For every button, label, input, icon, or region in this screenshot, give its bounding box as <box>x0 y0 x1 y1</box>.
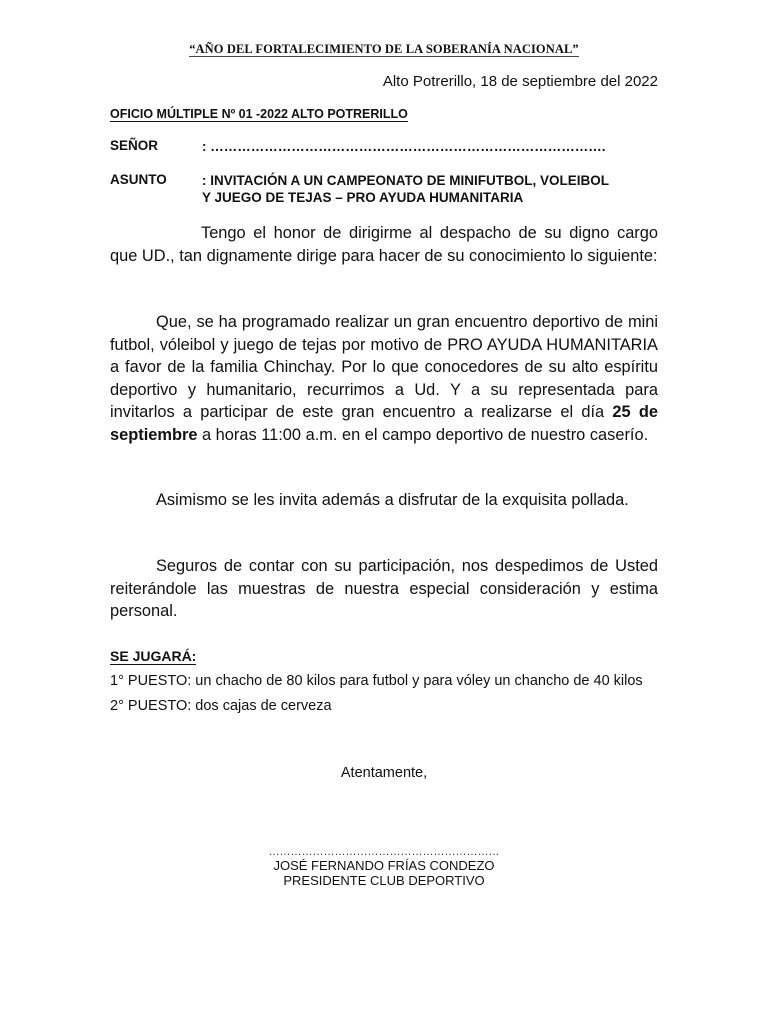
subject-value <box>202 172 677 206</box>
event-details-text-2: a horas 11:00 a.m. en el campo deportivo de nuestro caserío. <box>197 425 649 444</box>
year-motto-text: “AÑO DEL FORTALECIMIENTO DE LA SOBERANÍA NACIONAL” <box>189 42 579 56</box>
signature-block <box>234 846 534 888</box>
document-reference-text: OFICIO MÚLTIPLE Nº 01 -2022 ALTO POTRERILLO <box>110 107 408 121</box>
prizes-heading <box>110 648 196 664</box>
recipient-value: : ……………………………………………………………………………. <box>202 139 606 154</box>
signatory-title: PRESIDENTE CLUB DEPORTIVO <box>283 873 485 888</box>
signatory-name: JOSÉ FERNANDO FRÍAS CONDEZO <box>273 858 495 873</box>
prizes-heading-text: SE JUGARÁ: <box>110 648 197 664</box>
paragraph-pollada-invite: Asimismo se les invita además a disfrutar de la exquisita pollada. <box>156 491 629 509</box>
subject-label: ASUNTO <box>110 172 167 187</box>
document-reference <box>110 107 408 121</box>
recipient-label: SEÑOR <box>110 138 159 153</box>
paragraph-introduction: Tengo el honor de dirigirme al despacho de su digno cargo que UD., tan dignamente dirige para hacer de su conocimiento lo siguiente: <box>110 224 658 265</box>
prize-first-place: 1° PUESTO: un chacho de 80 kilos para futbol y para vóley un chancho de 40 kilos <box>110 673 643 689</box>
signature-line: ……………………………………………………… <box>268 846 500 858</box>
closing-salutation: Atentamente, <box>340 765 428 781</box>
event-date-highlight: 25 de septiembre <box>110 403 658 444</box>
subject-line-1: : INVITACIÓN A UN CAMPEONATO DE MINIFUTBOL, VOLEIBOL <box>202 173 609 188</box>
event-details-text-1: Que, se ha programado realizar un gran encuentro deportivo de mini futbol, vóleibol y juego de tejas por motivo de PRO AYUDA HUMANITARIA a favor de la familia Chinchay. Por lo que conocedores de su alto espíritu deportivo y humanitario, recurrimos a Ud. Y a su representada para invitarlos a participar de este gran encuentro a realizarse el día <box>110 313 658 421</box>
year-motto <box>0 42 768 57</box>
paragraph-farewell: Seguros de contar con su participación, nos despedimos de Usted reiterándole las muestras de nuestra especial consideración y estima personal. <box>110 557 658 620</box>
place-and-date: Alto Potrerillo, 18 de septiembre del 2022 <box>382 73 658 90</box>
prize-second-place: 2° PUESTO: dos cajas de cerveza <box>110 698 332 714</box>
subject-line-2: Y JUEGO DE TEJAS – PRO AYUDA HUMANITARIA <box>202 190 524 205</box>
paragraph-event-details <box>110 311 658 446</box>
